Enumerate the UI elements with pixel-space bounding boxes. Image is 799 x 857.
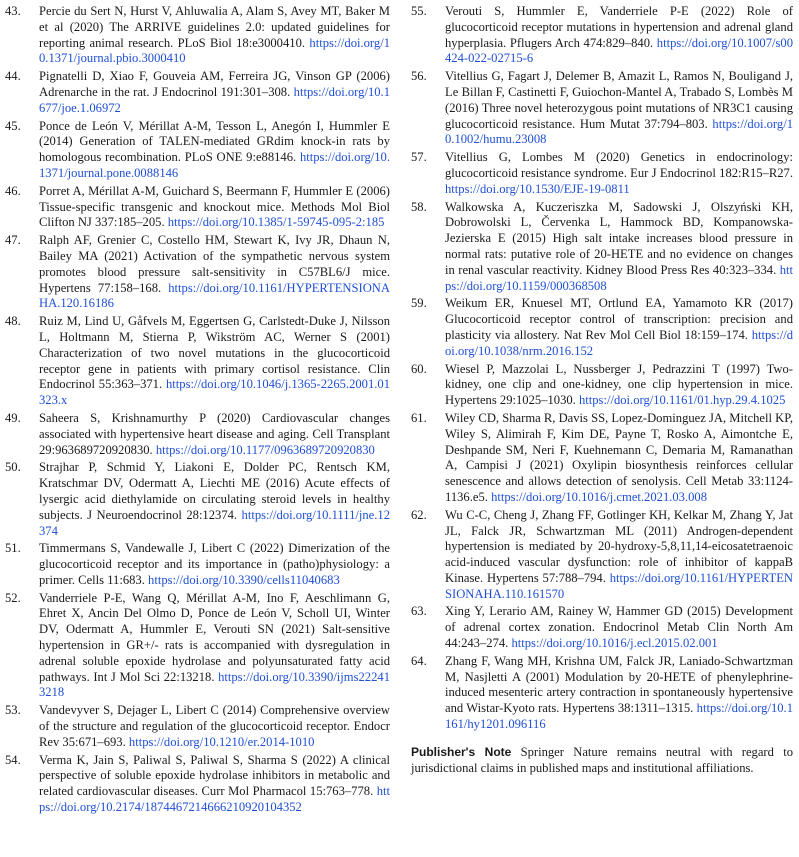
doi-link[interactable]: https://doi.org/10.1161/HYPERTENSIONAHA.120.16186 [39,280,390,311]
reference-number: 45. [5,118,21,133]
reference-number: 64. [411,653,427,668]
reference-item [5,703,390,750]
reference-number: 61. [411,410,427,425]
reference-number: 55. [411,4,427,18]
reference-text: Porret A, Mérillat A-M, Guichard S, Beermann F, Hummler E (2006) Tissue-specific transgenic and knockout mice. Methods Mol Biol Clifton NJ 337:185–205. [39,183,390,230]
reference-number: 54. [5,752,21,767]
reference-text: Ralph AF, Grenier C, Costello HM, Stewart K, Ivy JR, Dhaun N, Bailey MA (2021) Activation of the sympathetic nervous system promotes blood pressure salt-sensitivity in C57BL6/J mice. Hypertens 77:158–168. [39,233,390,295]
reference-number: 53. [5,703,21,718]
reference-number: 49. [5,410,21,425]
reference-item [5,4,390,67]
reference-text: Wu C-C, Cheng J, Zhang FF, Gotlinger KH, Kelkar M, Zhang Y, Jat JL, Falck JR, Schwartzman ML (2011) Androgen-dependent hypertension is mediated by 20-hydroxy-5,8,11,14-eicosatetraenoic acid-induced vascular dysfunction: role of inhibitor of kappaB Kinase. Hypertens 57:788–794. [445,507,793,585]
reference-item [5,184,390,231]
reference-number: 57. [411,150,427,165]
references-column-left [5,4,390,818]
doi-link[interactable]: https://doi.org/10.1016/j.ecl.2015.02.001 [511,636,718,651]
reference-text: Vandevyver S, Dejager L, Libert C (2014) Comprehensive overview of the structure and regulation of the glucocorticoid receptor. Endocr Rev 35:671–693. [39,703,390,749]
reference-text: Ponce de León V, Mérillat A-M, Tesson L, Anegón I, Hummler E (2014) Generation of TALEN-mediated GRdim knock-in rats by homologous recombination. PLoS ONE 9:e88146. [39,118,390,165]
reference-number: 63. [411,604,427,619]
reference-text: Zhang F, Wang MH, Krishna UM, Falck JR, Laniado-Schwartzman M, Nasjletti A (2001) Modulation by 20-HETE of phenylephrine-induced mesenteric artery contraction in spontaneously hypertensive and Wistar-Kyoto rats. Hypertens 38:1311–1315. [445,653,793,716]
reference-item [411,411,793,506]
doi-link[interactable]: https://doi.org/10.1046/j.1365-2265.2001.01323.x [39,377,390,408]
reference-number: 62. [411,507,427,522]
reference-text: Weikum ER, Knuesel MT, Ortlund EA, Yamamoto KR (2017) Glucocorticoid receptor control of transcription: precision and plasticity via allostery. Nat Rev Mol Cell Biol 18:159–174. [445,296,793,342]
reference-item [411,4,793,67]
doi-link[interactable]: https://doi.org/10.1371/journal.pone.0088146 [39,150,390,180]
reference-item [411,150,793,197]
doi-link[interactable]: https://doi.org/10.1159/000368508 [445,262,793,293]
reference-number: 47. [5,233,21,248]
reference-item [5,411,390,458]
doi-link[interactable]: https://doi.org/10.1007/s00424-022-02715-6 [445,35,793,66]
reference-text: Timmermans S, Vandewalle J, Libert C (2022) Dimerization of the glucocorticoid receptor and its importance in (patho)physiology: a primer. Cells 11:683. [39,541,390,587]
reference-item [5,753,390,816]
reference-text: Saheera S, Krishnamurthy P (2020) Cardiovascular changes associated with hypertensive heart disease and aging. Cell Transplant 29:963689720920830. [39,410,390,457]
doi-link[interactable]: https://doi.org/10.1002/humu.23008 [445,116,793,147]
reference-text: Xing Y, Lerario AM, Rainey W, Hammer GD (2015) Development of adrenal cortex zonation. Endocrinol Metab Clin North Am 44:243–274. [445,604,793,651]
doi-link[interactable]: https://doi.org/10.1161/HYPERTENSIONAHA.110.161570 [445,570,793,601]
reference-text: Vitellius G, Fagart J, Delemer B, Amazit L, Ramos N, Bouligand J, Le Billan F, Castinetti F, Guiochon-Mantel A, Trabado S, Lombès M (2016) Three novel heterozygous point mutations of NR3C1 causing glucocorticoid resistance. Hum Mutat 37:794–803. [445,69,793,131]
doi-link[interactable]: https://doi.org/10.1161/01.hyp.29.4.1025 [578,393,786,408]
doi-link[interactable]: https://doi.org/10.3390/ijms222413218 [39,669,390,700]
doi-link[interactable]: https://doi.org/10.1111/jne.12374 [39,507,390,538]
reference-item [5,233,390,312]
reference-number: 60. [411,361,427,376]
publisher-note-label: Publisher's Note [411,744,512,759]
reference-text: Wiley CD, Sharma R, Davis SS, Lopez-Dominguez JA, Mitchell KP, Wiley S, Alimirah F, Kim DE, Payne T, Rosko A, Aimontche E, Deshpande SM, Neri F, Kuehnemann C, Demaria M, Ramanathan A, Campisi J (2021) Oxylipin biosynthesis reinforces cellular senescence and allows detection of senolysis. Cell Metab 33:1124-1136.e5. [445,410,793,504]
reference-text: Walkowska A, Kuczeriszka M, Sadowski J, Olszyński KH, Dobrowolski L, Červenka L, Hammock BD, Kompanowska-Jezierska E (2015) High salt intake increases blood pressure in normal rats: putative role of 20-HETE and no evidence on changes in renal vascular reactivity. Kidney Blood Press Res 40:323–334. [445,199,793,277]
references-list-right [411,4,793,733]
reference-text: Vanderriele P-E, Wang Q, Mérillat A-M, Ino F, Aeschlimann G, Ehret X, Ancin Del Olmo D, Ponce de León V, Scholl UI, Winter DV, Odermatt A, Hummler E, Verouti SN (2021) Salt-sensitive hypertension in GR+/- rats is accompanied with dysregulation in adrenal soluble epoxide hydrolase and polyunsaturated fatty acid pathways. Int J Mol Sci 22:13218. [39,590,390,684]
reference-number: 44. [5,69,21,84]
reference-item [411,200,793,295]
reference-text: Strajhar P, Schmid Y, Liakoni E, Dolder PC, Rentsch KM, Kratschmar DV, Odermatt A, Liechti ME (2016) Acute effects of lysergic acid diethylamide on circulating steroid levels in healthy subjects. J Neuroendocrinol 28:12374. [39,460,390,522]
reference-number: 52. [5,590,21,605]
reference-text: Verouti S, Hummler E, Vanderriele P-E (2022) Role of glucocorticoid receptor mutations in hypertension and adrenal gland hyperplasia. Pflugers Arch 474:829–840. [445,4,793,50]
reference-item [411,508,793,603]
reference-item [411,69,793,148]
reference-number: 51. [5,541,21,556]
doi-link[interactable]: https://doi.org/10.3390/cells11040683 [148,572,340,587]
doi-link[interactable]: https://doi.org/10.1038/nrm.2016.152 [445,327,793,358]
doi-link[interactable]: https://doi.org/10.1177/0963689720920830 [155,442,375,457]
reference-item [5,460,390,539]
reference-item [411,604,793,651]
doi-link[interactable]: https://doi.org/10.1210/er.2014-1010 [128,734,315,749]
reference-number: 43. [5,4,21,18]
doi-link[interactable]: https://doi.org/10.1677/joe.1.06972 [39,84,390,115]
references-column-right [411,4,793,776]
reference-text: Percie du Sert N, Hurst V, Ahluwalia A, Alam S, Avey MT, Baker M et al (2020) The ARRIVE guidelines 2.0: updated guidelines for reporting animal research. PLoS Biol 18:e3000410. [39,4,390,50]
reference-number: 50. [5,460,21,475]
reference-text: Wiesel P, Mazzolai L, Nussberger J, Pedrazzini T (1997) Two-kidney, one clip and one-kidney, one clip hypertension in mice. Hypertens 29:1025–1030. [445,361,793,408]
doi-link[interactable]: https://doi.org/10.1371/journal.pbio.3000410 [39,35,390,66]
doi-link[interactable]: https://doi.org/10.1385/1-59745-095-2:185 [167,215,385,230]
reference-number: 58. [411,199,427,214]
reference-text: Verma K, Jain S, Paliwal S, Paliwal S, Sharma S (2022) A clinical perspective of soluble epoxide hydrolase inhibitors in metabolic and related cardiovascular diseases. Curr Mol Pharmacol 15:763–778. [39,752,390,799]
reference-item [5,314,390,409]
reference-number: 59. [411,296,427,311]
reference-number: 56. [411,69,427,84]
doi-link[interactable]: https://doi.org/10.1161/hy1201.096116 [445,701,793,732]
reference-item [5,69,390,116]
reference-number: 46. [5,183,21,198]
reference-item [411,654,793,733]
reference-number: 48. [5,314,21,329]
reference-item [5,591,390,702]
reference-item [5,541,390,588]
publisher-note-text: Springer Nature remains neutral with regard to jurisdictional claims in published maps and institutional affiliations. [411,744,793,775]
reference-item [5,119,390,182]
publisher-note [411,745,793,777]
doi-link[interactable]: https://doi.org/10.2174/1874467214666210920104352 [39,784,390,815]
doi-link[interactable]: https://doi.org/10.1530/EJE-19-0811 [445,181,630,196]
reference-item [411,296,793,359]
reference-text: Vitellius G, Lombes M (2020) Genetics in endocrinology: glucocorticoid resistance syndrome. Eur J Endocrinol 182:R15–R27. [445,150,793,180]
reference-text: Ruiz M, Lind U, Gåfvels M, Eggertsen G, Carlstedt-Duke J, Nilsson L, Holtmann M, Stierna P, Wikström AC, Werner S (2001) Characterization of two novel mutations in the glucocorticoid receptor gene in patients with primary cortisol resistance. Clin Endocrinol 55:363–371. [39,314,390,392]
reference-text: Pignatelli D, Xiao F, Gouveia AM, Ferreira JG, Vinson GP (2006) Adrenarche in the rat. J Endocrinol 191:301–308. [39,69,390,99]
reference-item [411,362,793,409]
doi-link[interactable]: https://doi.org/10.1016/j.cmet.2021.03.008 [491,489,708,504]
